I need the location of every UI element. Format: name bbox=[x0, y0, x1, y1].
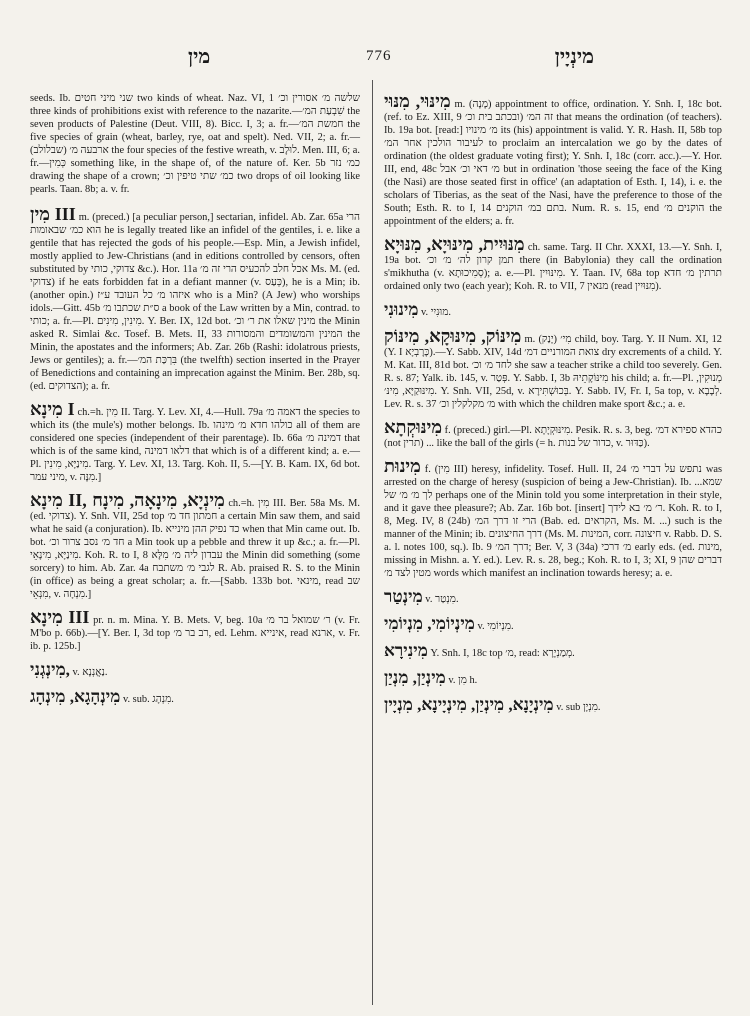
page-header bbox=[36, 44, 714, 74]
cross-reference-entry bbox=[30, 660, 360, 679]
right-column bbox=[384, 92, 722, 722]
left-column bbox=[30, 92, 360, 714]
entry-text: v. מוּנִיִי. bbox=[421, 307, 451, 318]
entry-headword: מִינָא I bbox=[30, 399, 75, 419]
entry-headword: מִינְטַר bbox=[384, 587, 423, 606]
cross-reference-entry bbox=[384, 695, 722, 714]
entry-text: ch. same. Targ. II Chr. XXXI, 13.—Y. Snh. I, 19a bot. תמן קרון לה׳ מ׳ וכ׳ there (in Babylonia) they call the ordination s'mikhutha (v. סְמִיכוּתָא); a. e.—Pl. מִינּוּיִין. Y. Taan. IV, 68a top תרתין מ׳ חדא ordained only two (each year); Koh. R. to VII, 7 מנאין (read מִנּוּיִין). bbox=[384, 242, 723, 292]
dictionary-entry bbox=[384, 92, 722, 228]
entry-text: v. sub מִנְיָן. bbox=[556, 702, 601, 713]
entry-text: v. מִן h. bbox=[448, 675, 478, 686]
dictionary-entry bbox=[30, 400, 360, 484]
entry-headword: מִין III bbox=[30, 204, 76, 224]
entry-headword: מִינְיַן, מִנְיַן bbox=[384, 668, 446, 687]
entry-headword: מִנּוּיִית, מִינּוּיָא, מִנּוּיָא bbox=[384, 234, 525, 254]
entry-headword: מִינְיוֹמִי, מִנְיוֹמִי bbox=[384, 614, 475, 633]
entry-headword: מִינִירָא bbox=[384, 641, 428, 660]
entry-headword: מִינוּנִי bbox=[384, 300, 419, 319]
entry-headword: מִינוּת bbox=[384, 456, 421, 476]
dictionary-entry bbox=[30, 92, 360, 196]
entry-text: ch.=h. מִין II. Targ. Y. Lev. XI, 4.—Hull. 79a דאמה מ׳ the species to which its (the mule's) mother belongs. Ib. כולהו חדא מ׳ מינהו all of them are considered one species (independent of their parentage). Ib. 66a דמינה מ׳ that which is of the same kind, דלאו דמינה that which is of a different kind; a. e.—Pl. מִינַיָּא, מִינִין. Targ. Y. Lev. XI, 13. Targ. Koh. II, 5.—[Y. B. Kam. IX, 6d bot. מיני עמר, v. מִנָּה.] bbox=[30, 407, 360, 483]
column-divider bbox=[372, 80, 373, 1005]
page-number: 776 bbox=[366, 48, 392, 64]
dictionary-entry bbox=[384, 457, 722, 580]
entry-text: Y. Snh. I, 18c top מ׳, read: מְמַנְיָרָא. bbox=[430, 648, 575, 659]
dictionary-entry bbox=[30, 491, 360, 601]
cross-reference-entry bbox=[384, 300, 722, 319]
entry-text: f. (preced.) girl.—Pl. מִינּוּקְיָתָא. Pesik. R. s. 3, beg. כהדא ספירא דמ׳ (not תרין) ... like the ball of the girls (= h. כדור של בנות, v. כַּדּוּר). bbox=[384, 425, 722, 449]
entry-text: m. (preced.) [a peculiar person,] sectarian, infidel. Ab. Zar. 65a הרי הוא כמ׳ שבאומות he is legally treated like an infidel of the gentiles, i. e. like a gentile that has rejected the gods of his people.—Esp. Min, a Jewish infidel, mostly applied to Jew-Christians (and in editions controlled by censors, often substituted by צדוקי, כותי &c.). Hor. 11a אכל חלב להכעיס הרי זה מ׳ Ms. M. (ed. צדוקי) if he eats forbidden fat in a defiant manner (v. כְּעַס), he is a Min; ib. (another opin.) איזהו מ׳ כל העובד ע״ז who is a Min? (A Jew) who worships idols.—Gitt. 45b ס״ת שכתבו מ׳ a book of the Law written by a Min, contrad. to כותי; a. fr.—Pl. מִינִין, מִינִים. Y. Ber. IX, 12d bot. מינין שאלו את ר׳ וכ׳ the Minin asked R. Simlai &c. Tosef. B. Mets. II, 33 המינין והמשומדים והמסורות the Minin, the apostates and the informers; Ab. Zar. 26b (Rashi: idolatrous priests, Jews or gentiles); a. fr.—בִּרְכַּת המ׳ (the twelfth) section inserted in the Prayer of Benedictions and containing an imprecation against the Minim. Ber. 28b, sq. (ed. הצדוקים); a. fr. bbox=[30, 212, 360, 392]
entry-text: m. (מָנָה) appointment to office, ordination. Y. Snh. I, 18c bot. (ref. to Ez. XIII, 9 ובכתב בית וכ׳) זה המ׳ that means the ordination (of teachers). Ib. 19a bot. [read:] מ׳ מינויו its (his) appointment is valid. Y. R. Hash. II, 58b top לעיבור הולכין אחר המ׳ to proclaim an intercalation we go by the dates of ordination (the oldest graduate voting first); Y. Snh. I, 18c (corr. acc.).—Y. Hor. III, end, 48c מ׳ דאי וכ׳ אבל but in ordination 'those seeing the face of the King (the Nasi) are those seated first in office' (an adaptation of Esth. I, 14), i. e. the scholars of Tiberias, as the seat of the Nasi, have the preference to those of the South; Esth. R. to I, 14 בתם במ׳ הוקנים. Num. R. s. 15, end הוקנים מ׳ the appointment of the elders; a. fr. bbox=[384, 99, 723, 227]
cross-reference-entry bbox=[384, 614, 722, 633]
entry-text: v. מִנְיוֹמִי. bbox=[477, 621, 514, 632]
entry-text: seeds. Ib. שני מיני חטים two kinds of wheat. Naz. VI, 1 שלשה מ׳ אסורין וכ׳ three kinds of prohibitions exist with reference to the nazarite.—שִׁבְעַת המ׳ the seven products of Palestine (Deut. VIII, 8). Bicc. I, 3; a. fr.—חמשת המ׳ the five species of grain (wheat, barley, rye, oat and spelt). Ned. VII, 2; a. fr.—(שבלולב) ארבעה מ׳ the four species of the festive wreath, v. לוּלָב. Men. III, 6; a. fr.—כְּמִין something like, in the shape of, of the nature of. Ker. 5b כמ׳ נזר drawing the shape of a crown; כמ׳ שתי טיפין וכ׳ two drops of oil looking like pearls. Taan. 8b; a. v. fr. bbox=[30, 93, 361, 195]
dictionary-entry bbox=[30, 205, 360, 393]
entry-headword: מִינּוֹק, מִינּוּקָא, מִינּוֹק bbox=[384, 326, 522, 346]
entry-text: v. sub. מִנְהָג. bbox=[122, 694, 174, 705]
entry-headword: מִינְגְנִי, bbox=[30, 660, 70, 679]
entry-headword: מִינּוּי, מִנּוּי bbox=[384, 91, 451, 111]
running-head-left: מין bbox=[188, 46, 211, 68]
entry-headword: מִינּוּקְתָא bbox=[384, 417, 443, 437]
entry-headword: מִינְהָגָא, מִינְהָג bbox=[30, 687, 121, 706]
entry-text: m. מִי׳ (יָנַק) child, boy. Targ. Y. II Num. XI, 12 (Y. I כָּרָבְיָא).—Y. Sabb. XIV, 14d צואת המורניים דמ׳ dry excrements of a child. Y. M. Kat. III, 81d bot. לחד מ׳ וכ׳ she saw a teacher strike a child too severely. Gen. R. s. 87; Yalk. ib. 145, v. פְּטַר. Y. Sabb. I, 3b מִינּוֹקָתֵיהּ his child; a. fr.—Pl. מְנוּקִין, מִינּוּקַיָּא, מִינּ׳. Y. Snh. VII, 25d, v. בְּכוּשְׁתִּירָא. Y. Sabb. IV, Fr. I, 5a top, v. לְבָבָא. Lev. R. s. 37 מ׳ מקלקלין וכ׳ with which the children make sport &c.; a. e. bbox=[384, 334, 723, 410]
dictionary-entry bbox=[384, 235, 722, 293]
entry-headword: מִינְיָנָא, מִינְיַן, מִינְיָינָא, מִנְיָין bbox=[384, 695, 554, 714]
entry-text: v. מִנְטַר. bbox=[425, 594, 459, 605]
cross-reference-entry bbox=[384, 641, 722, 660]
entry-text: pr. n. m. Mina. Y. B. Mets. V, beg. 10a ר׳ שמואל בר מ׳ (v. Fr. M'bo p. 66b).—[Y. Ber. I, 3d top רב בר מ׳, ed. Lehm. אינייא, read ארנא, v. Fr. ib. p. 125b.] bbox=[30, 615, 360, 652]
cross-reference-entry bbox=[384, 668, 722, 687]
cross-reference-entry bbox=[384, 587, 722, 606]
running-head-right: מינְיָין bbox=[554, 46, 594, 68]
dictionary-entry bbox=[30, 608, 360, 653]
dictionary-entry bbox=[384, 327, 722, 411]
entry-text: v. נַאֲנְנָא. bbox=[72, 667, 108, 678]
entry-headword: מִינָא III bbox=[30, 607, 90, 627]
entry-text: ch.=h. מִין III. Ber. 58a Ms. M. (ed. צדוקי). Y. Snh. VII, 25d top חמתון חד מ׳ a certain Min saw them, and said what he said (a conjuration). Ib. כד נפיק ההן מינייא when that Min came out. Ib. bot. חד מ׳ נסב צרור וכ׳ a Min took up a pebble and threw it up &c.; a. fr.—Pl. מִינַיָּא, מִינָאֵי. Koh. R. to I, 8 עבדון ליה מ׳ מִלָּא the Minin did something (some sorcery) to him. Ab. Zar. 4a לגבי מ׳ משתבח R. Ab. praised R. S. to the Minin (in office) as being a great scholar; a. fr.—[Sabb. 133b bot. מינאי, read שב מִנְאֵי, v. מִנְחָה.] bbox=[30, 498, 361, 600]
entry-headword: מִינָא II, מִינְיָא, מִינָאָה, מִינָח bbox=[30, 490, 225, 510]
entry-text: f. (מִין III) heresy, infidelity. Tosef. Hull. II, 24 נתפש על דברי מ׳ was arrested on the charge of heresy (suspicion of being a Jew-Christian). Ib. ...שמא לך מ׳ מ׳ של perhaps one of the Minin told you some interpretation in their style, and it gave thee pleasure?; Ab. Zar. 16b bot. [insert] ר׳ מ׳ בא לידך. Koh. R. to I, 8, Meg. IV, 8 (24b) הרי זו דרך המ׳ (Bab. ed. הקראים, Ms. M. ...) such is the manner of the Minin; ib. דרך החיצונים (Ms. M. המינות, corr. חיצונה v. Rabb. D. S. a. l. notes 100, sq.). Ib. 9 דרך המ׳; Ber. V, 3 (34a) מ׳ דרכי early eds. (ed. מינות, missing in Mishn. a. Y. ed.). Lev. R. s. 28, beg.; Koh. R. to I, 3; XI, 9 דברים שהן מטין לצד מ׳ words which manifest an inclination towards heresy; a. e. bbox=[384, 464, 723, 579]
dictionary-entry bbox=[384, 418, 722, 450]
cross-reference-entry bbox=[30, 687, 360, 706]
